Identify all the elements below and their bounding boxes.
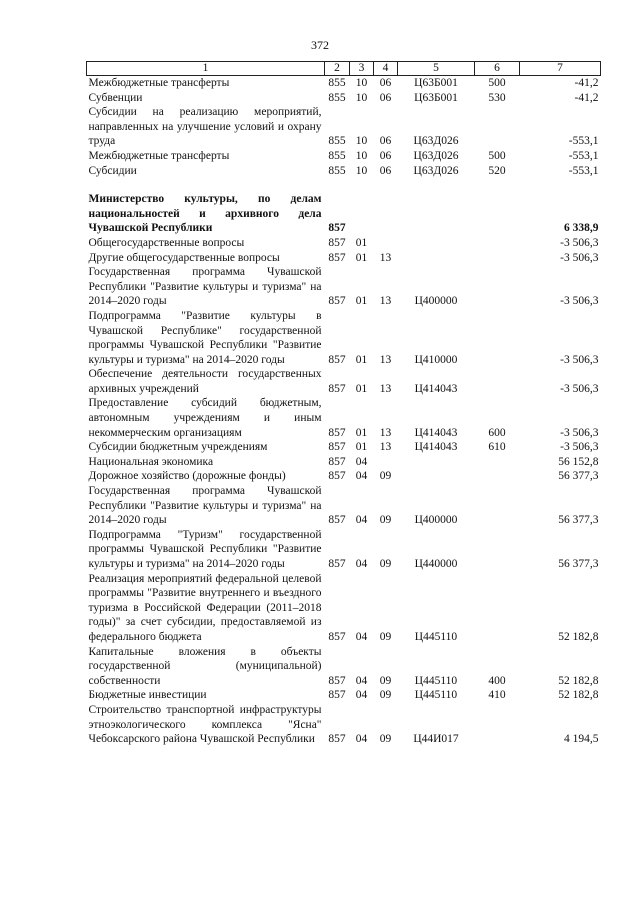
row-code-section: 10 [355,149,368,162]
row-code-expense-type [475,469,520,484]
row-code-ministry: 855 [328,164,346,177]
row-code-target: Ц445110 [414,689,458,702]
column-header: 7 [520,62,601,76]
row-amount: -553,1 [568,164,599,177]
row-amount: -41,2 [574,77,599,89]
column-header: 5 [398,62,475,76]
row-code-subsection: 09 [379,630,392,643]
table-row [87,367,601,396]
row-code-ministry: 857 [328,558,346,570]
table-row [87,164,601,179]
row-code-ministry: 857 [328,353,346,366]
row-amount: -41,2 [574,91,599,104]
row-code-target: Ц44И017 [413,733,459,746]
row-name: Дорожное хозяйство (дорожные фонды) [88,470,286,483]
row-code-ministry: 857 [328,689,346,702]
row-code-ministry: 857 [328,674,346,687]
row-name: Национальная экономика [88,455,214,468]
table-row [87,440,601,455]
row-code-subsection: 13 [379,441,392,454]
row-amount: 52 182,8 [558,630,599,643]
row-code-section: 04 [355,455,368,468]
table-row [87,645,601,689]
row-code-expense-type [475,455,520,470]
row-code-target: Ц400000 [414,514,458,527]
table-row [87,688,601,703]
row-name: Обеспечение деятельности государственных архивных учреждений [88,368,322,395]
row-code-section: 10 [355,91,368,104]
row-code-section: 01 [355,382,368,395]
row-name: Подпрограмма "Туризм" государственной программы Чувашской Республики "Развитие культуры и туризма" на 2014–2020 годы [88,528,322,570]
row-name: Межбюджетные трансферты [88,149,230,162]
row-name: Другие общегосударственные вопросы [88,251,280,264]
row-name: Субсидии на реализацию мероприятий, направленных на улучшение условий и охрану труда [88,106,322,148]
page-number: 372 [311,38,329,52]
row-code-subsection: 09 [379,470,392,483]
row-amount: -3 506,3 [560,236,599,249]
row-code-expense-type [475,265,520,309]
row-code-ministry: 857 [328,455,346,468]
row-code-expense-type [475,367,520,396]
row-code-expense-type: 600 [488,426,506,439]
row-code-target: Ц445110 [414,674,458,687]
row-amount: -3 506,3 [560,426,599,439]
row-code-subsection: 09 [379,689,392,702]
row-name: Министерство культуры, по делам национальностей и архивного дела Чувашской Республики [88,193,322,235]
row-amount: 4 194,5 [564,733,599,746]
table-row [87,396,601,440]
table-row [87,76,601,91]
row-code-subsection: 13 [379,426,392,439]
row-code-target: Ц440000 [414,558,458,570]
row-amount: -553,1 [568,135,599,148]
row-code-target [398,236,475,251]
table-row [87,455,601,470]
row-code-section: 10 [355,135,368,148]
row-code-subsection: 09 [379,558,392,570]
row-name: Межбюджетные трансферты [88,77,230,89]
row-code-section: 04 [355,514,368,527]
row-code-expense-type: 500 [488,149,506,162]
row-code-subsection: 06 [379,164,392,177]
row-code-subsection: 06 [379,91,392,104]
table-header-row [87,62,601,76]
row-name: Субсидии бюджетным учреждениям [88,441,268,454]
row-code-target: Ц63Б001 [414,77,458,89]
table-row [87,105,601,149]
column-header: 1 [87,62,325,76]
row-code-section: 01 [355,441,368,454]
row-code-section: 04 [355,674,368,687]
row-name: Бюджетные инвестиции [88,689,207,702]
row-code-expense-type: 610 [488,441,506,454]
row-code-subsection: 06 [379,135,392,148]
row-code-expense-type: 410 [488,689,506,702]
row-code-subsection: 13 [379,353,392,366]
row-amount: 56 377,3 [558,514,599,527]
row-code-expense-type: 400 [488,674,506,687]
row-code-section [350,192,374,236]
row-code-expense-type: 520 [488,164,506,177]
row-code-ministry: 857 [328,236,346,249]
table-row [87,703,601,747]
row-code-target: Ц63Д026 [413,135,459,148]
row-code-subsection: 09 [379,733,392,746]
row-name: Субвенции [88,91,143,104]
row-code-subsection: 13 [379,295,392,308]
table-row [87,251,601,266]
row-code-section: 04 [355,558,368,570]
row-code-expense-type [475,192,520,236]
row-code-ministry: 855 [328,91,346,104]
row-code-section: 01 [355,295,368,308]
row-code-ministry: 857 [328,295,346,308]
row-code-section: 10 [355,164,368,177]
row-name: Подпрограмма "Развитие культуры в Чувашской Республике" государственной программы Чувашской Республики "Развитие культуры и туризма" на 2014–2020 годы [88,309,322,366]
row-code-target: Ц445110 [414,630,458,643]
row-code-ministry: 855 [328,77,346,89]
spacer-cell [87,178,601,192]
row-code-section: 01 [355,236,368,249]
row-amount: -3 506,3 [560,441,599,454]
row-amount: -3 506,3 [560,251,599,264]
row-code-expense-type [475,251,520,266]
row-code-expense-type [475,528,520,572]
row-code-ministry: 855 [328,135,346,148]
row-code-subsection [374,192,398,236]
row-code-target [398,455,475,470]
row-amount: 6 338,9 [564,222,599,235]
spacer-row [87,178,601,192]
row-name: Субсидии [88,164,137,177]
row-code-section: 10 [355,77,368,89]
table-row [87,469,601,484]
row-code-subsection: 13 [379,382,392,395]
row-code-subsection [374,455,398,470]
row-code-subsection: 09 [379,514,392,527]
row-code-ministry: 857 [328,441,346,454]
table-row [87,149,601,164]
row-name: Государственная программа Чувашской Республики "Развитие культуры и туризма" на 2014–2020 годы [88,266,322,308]
table-row [87,192,601,236]
row-code-section: 04 [355,733,368,746]
row-code-target: Ц414043 [414,382,458,395]
row-code-target [398,251,475,266]
row-code-expense-type [475,484,520,528]
row-code-expense-type [475,703,520,747]
table-row [87,484,601,528]
row-code-target: Ц63Д026 [413,164,459,177]
row-code-target [398,192,475,236]
column-header: 6 [475,62,520,76]
table-row [87,309,601,367]
column-header: 2 [325,62,350,76]
row-code-section: 01 [355,426,368,439]
row-code-target: Ц63Д026 [413,149,459,162]
row-amount: -3 506,3 [560,295,599,308]
row-code-subsection: 13 [379,251,392,264]
row-code-target [398,469,475,484]
row-name: Государственная программа Чувашской Республики "Развитие культуры и туризма" на 2014–2020 годы [88,485,322,527]
row-name: Реализация мероприятий федеральной целевой программы "Развитие внутреннего и въездного туризма в Российской Федерации (2011–2018 годы)" за счет субсидии, предоставляемой из федерального бюджета [88,572,322,643]
row-code-section: 04 [355,630,368,643]
table-row [87,528,601,572]
row-code-expense-type: 530 [488,91,506,104]
row-code-subsection: 06 [379,77,392,89]
row-code-ministry: 857 [328,470,346,483]
row-code-subsection: 09 [379,674,392,687]
row-code-section: 01 [355,353,368,366]
row-name: Общегосударственные вопросы [88,236,245,249]
row-amount: -553,1 [568,149,599,162]
budget-table [86,61,601,747]
row-amount: 56 377,3 [558,470,599,483]
row-code-target: Ц410000 [414,353,458,366]
row-code-expense-type [475,572,520,645]
row-code-expense-type [475,236,520,251]
table-row [87,91,601,106]
row-code-expense-type: 500 [488,77,506,89]
column-header: 3 [350,62,374,76]
row-name: Предоставление субсидий бюджетным, автономным учреждениям и иным некоммерческим организациям [88,397,322,439]
row-amount: -3 506,3 [560,382,599,395]
row-code-ministry: 857 [328,382,346,395]
row-code-subsection [374,236,398,251]
row-code-target: Ц414043 [414,441,458,454]
row-name: Строительство транспортной инфраструктуры этноэкологического комплекса "Ясна" Чебоксарского района Чувашской Республики [88,703,322,746]
table-row [87,236,601,251]
row-code-target: Ц414043 [414,426,458,439]
row-code-section: 01 [355,251,368,264]
row-code-ministry: 857 [328,251,346,264]
row-code-expense-type [475,309,520,367]
row-amount: 52 182,8 [558,689,599,702]
row-amount: 56 152,8 [558,455,599,468]
row-amount: -3 506,3 [560,353,599,366]
row-code-section: 04 [355,689,368,702]
row-code-ministry: 857 [328,222,346,235]
table-row [87,572,601,645]
row-name: Капитальные вложения в объекты государственной (муниципальной) собственности [88,645,322,687]
row-code-section: 04 [355,470,368,483]
column-header: 4 [374,62,398,76]
row-code-ministry: 857 [328,426,346,439]
row-code-ministry: 857 [328,514,346,527]
row-code-subsection: 06 [379,149,392,162]
row-amount: 52 182,8 [558,674,599,687]
row-code-expense-type [475,105,520,149]
row-amount: 56 377,3 [558,558,599,570]
row-code-target: Ц400000 [414,295,458,308]
row-code-ministry: 855 [328,149,346,162]
row-code-ministry: 857 [328,733,346,746]
row-code-target: Ц63Б001 [414,91,458,104]
table-row [87,265,601,309]
row-code-ministry: 857 [328,630,346,643]
